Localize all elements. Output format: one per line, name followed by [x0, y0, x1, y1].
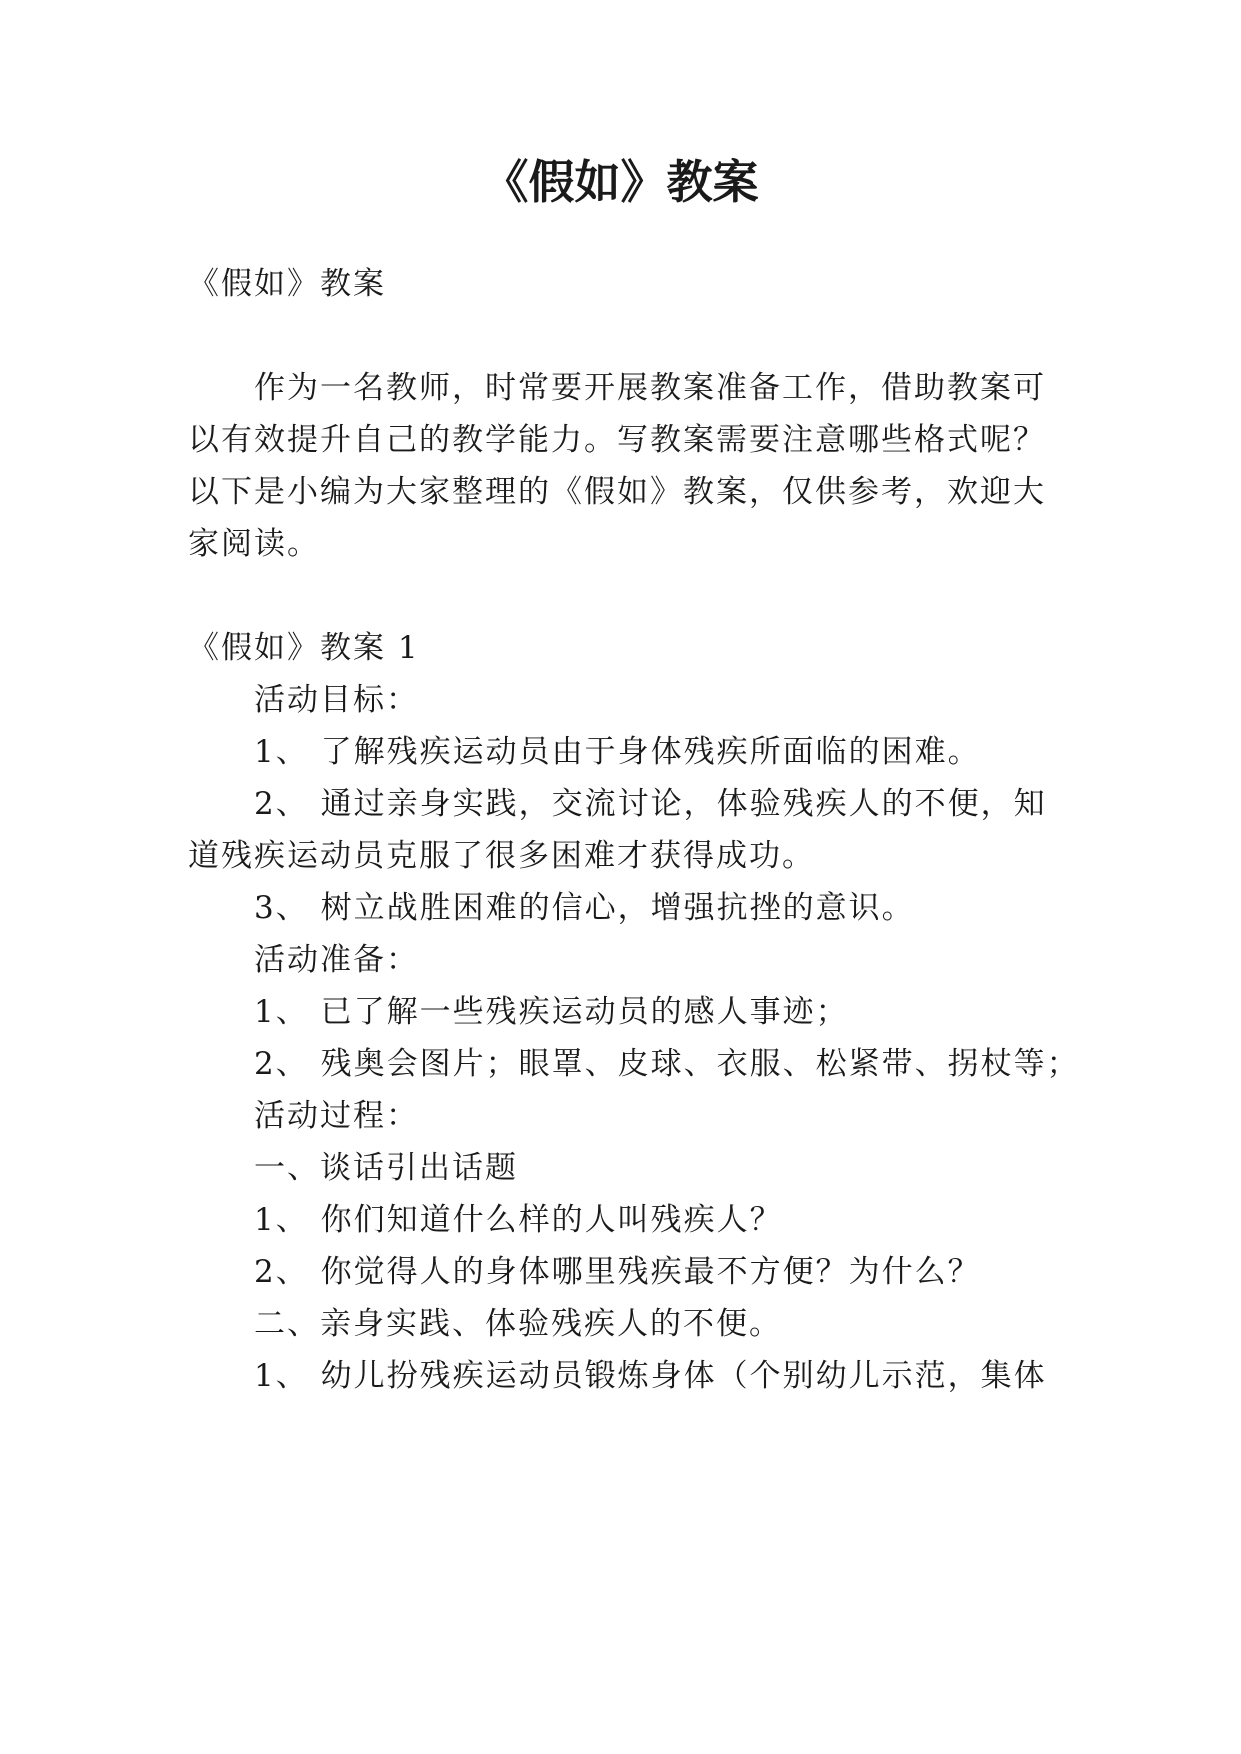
body-line: 2、 残奥会图片；眼罩、皮球、衣服、松紧带、拐杖等；: [254, 1046, 1080, 1082]
body-line: 3、 树立战胜困难的信心，增强抗挫的意识。: [254, 890, 915, 926]
body-line: 道残疾运动员克服了很多困难才获得成功。: [188, 838, 815, 874]
intro-line: 家阅读。: [188, 526, 320, 562]
body-line: 活动准备：: [254, 942, 419, 978]
intro-line: 以下是小编为大家整理的《假如》教案，仅供参考，欢迎大: [188, 474, 1046, 510]
body-line: 2、 通过亲身实践，交流讨论，体验残疾人的不便，知: [254, 786, 1047, 822]
intro-line: 作为一名教师，时常要开展教案准备工作，借助教案可: [254, 370, 1046, 406]
body-line: 活动过程：: [254, 1098, 419, 1134]
body-line: 活动目标：: [254, 682, 419, 718]
body-line: 1、 已了解一些残疾运动员的感人事迹；: [254, 994, 849, 1030]
section-heading: 《假如》教案 1: [188, 630, 420, 666]
body-line: 2、 你觉得人的身体哪里残疾最不方便？为什么？: [254, 1254, 981, 1290]
body-line: 1、 你们知道什么样的人叫残疾人？: [254, 1202, 783, 1238]
body-line: 一、谈话引出话题: [254, 1150, 518, 1186]
document-title: 《假如》教案: [482, 155, 759, 209]
body-line: 1、 幼儿扮残疾运动员锻炼身体（个别幼儿示范，集体: [254, 1358, 1047, 1394]
document-subtitle: 《假如》教案: [188, 266, 386, 302]
body-line: 1、 了解残疾运动员由于身体残疾所面临的困难。: [254, 734, 981, 770]
body-line: 二、亲身实践、体验残疾人的不便。: [254, 1306, 782, 1342]
intro-line: 以有效提升自己的教学能力。写教案需要注意哪些格式呢？: [188, 422, 1046, 458]
